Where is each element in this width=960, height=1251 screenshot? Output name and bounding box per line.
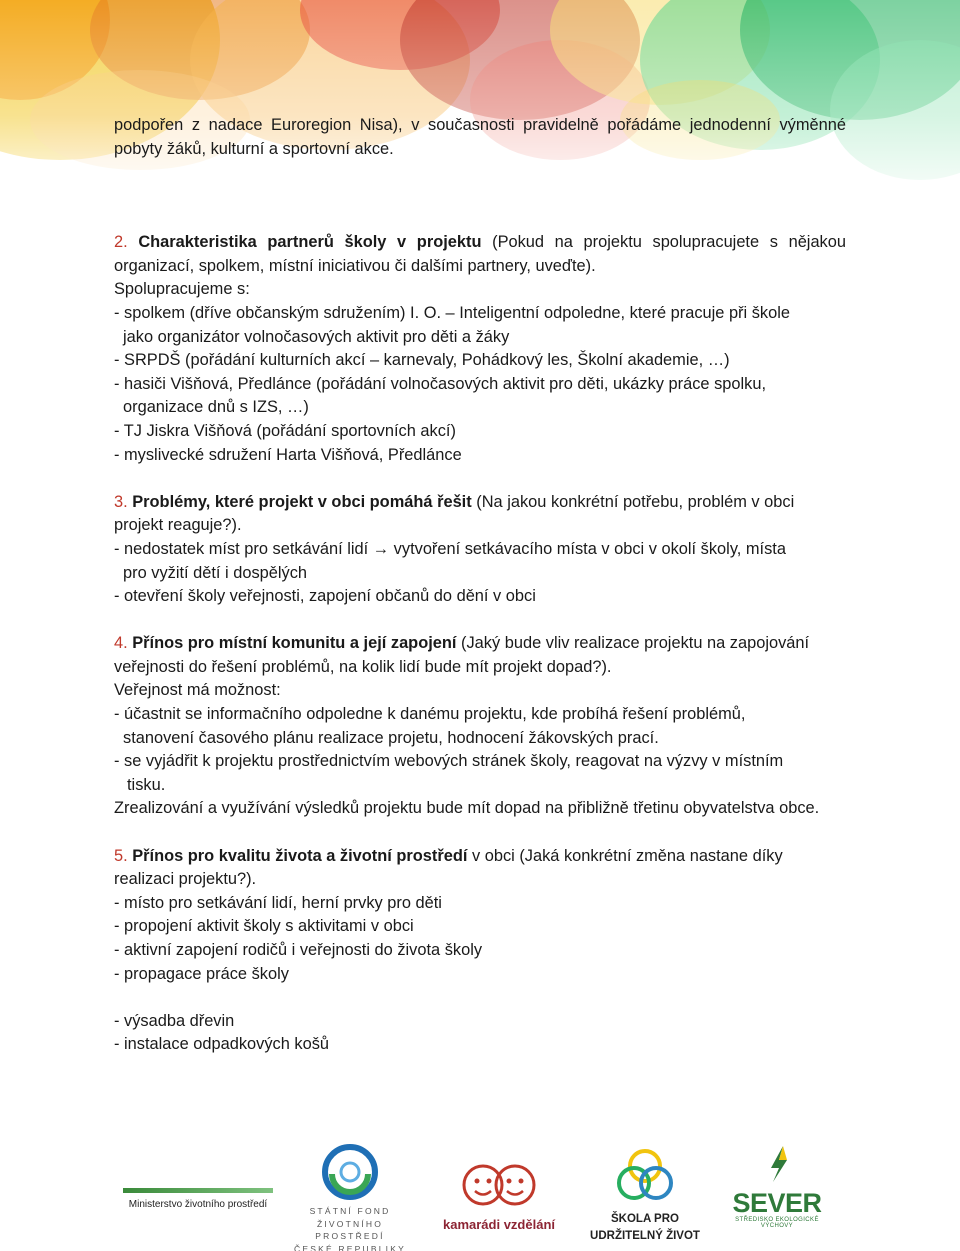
sever-leaf-icon [757, 1144, 797, 1184]
document-body [114, 114, 846, 1057]
section-5-heading [114, 845, 846, 892]
fund-logo-line: STÁTNÍ FOND [309, 1206, 391, 1216]
sever-logo [722, 1144, 832, 1229]
spacer [114, 161, 846, 231]
section-title: Přínos pro místní komunitu a její zapojení [132, 634, 457, 653]
section-4-heading [114, 632, 846, 679]
list-item: - nedostatek míst pro setkávání lidí → vytvoření setkávacího místa v obci v okolí školy, místa [114, 539, 786, 558]
section-number: 3. [114, 492, 128, 511]
ministry-logo-text: Ministerstvo životního prostředí [128, 1199, 268, 1210]
kamaradi-logo [424, 1162, 574, 1232]
list-item: - TJ Jiskra Višňová (pořádání sportovních akcí) [114, 421, 456, 440]
section-3-heading [114, 491, 846, 538]
list-item: - propagace práce školy [114, 964, 289, 983]
section-question: v obci (Jaká konkrétní změna nastane díky realizaci projektu?). [114, 846, 783, 889]
section-title: Přínos pro kvalitu života a životní prostředí [132, 846, 468, 865]
list-item: - aktivní zapojení rodičů i veřejnosti do života školy [114, 941, 483, 959]
kamaradi-logo-text: kamarádi vzdělání [443, 1217, 555, 1232]
fund-logo-line: ČESKÉ REPUBLIKY [294, 1243, 406, 1251]
list-item: - se vyjádřit k projektu prostřednictvím webových stránek školy, reagovat na výzvy v místním [114, 752, 784, 771]
list-item: - propojení aktivit školy s aktivitami v obci [114, 917, 414, 936]
section-question: (Jaký bude vliv realizace projektu na zapojování veřejnosti do řešení problémů, na kolik lidí bude mít projekt dopad?). [114, 634, 810, 676]
section-number: 5. [114, 846, 128, 865]
list-item: - otevření školy veřejnosti, zapojení občanů do dění v obci [114, 587, 536, 606]
ministry-logo [123, 1188, 273, 1210]
list-item: tisku. [127, 775, 166, 794]
list-item: - SRPDŠ (pořádání kulturních akcí – karnevaly, Pohádkový les, Školní akademie, …) [114, 351, 730, 370]
ministry-logo-bar [123, 1188, 273, 1193]
spacer [114, 609, 846, 633]
list-item: pro vyžití dětí i dospělých [123, 563, 308, 582]
sever-logo-word: SEVER [732, 1188, 822, 1218]
list-item: jako organizátor volnočasových aktivit pro děti a žáky [123, 327, 510, 346]
fund-emblem-icon [322, 1144, 378, 1200]
school-logo-line: ŠKOLA PRO [611, 1213, 679, 1225]
fund-logo-line: ŽIVOTNÍHO PROSTŘEDÍ [315, 1218, 385, 1241]
spacer [114, 821, 846, 845]
list-item: - účastnit se informačního odpoledne k danému projektu, kde probíhá řešení problémů, [114, 705, 746, 724]
intro-paragraph: podpořen z nadace Euroregion Nisa), v současnosti pravidelně pořádáme jednodenní výměnné pobyty žáků, kulturní a sportovní akce. [114, 116, 846, 158]
section-2-heading [114, 231, 846, 278]
school-rings-icon [614, 1146, 676, 1204]
section-question: (Na jakou konkrétní potřebu, problém v obci projekt reaguje?). [114, 492, 795, 535]
section-4-lead: Veřejnost má možnost: [114, 681, 281, 700]
sever-logo-subtitle: STŘEDISKO EKOLOGICKÉ VÝCHOVY [735, 1217, 819, 1229]
section-4-closing: Zrealizování a využívání výsledků projektu bude mít dopad na přibližně třetinu obyvatelstva obce. [114, 799, 820, 818]
list-item: - výsadba dřevin [114, 1011, 235, 1030]
section-title: Charakteristika partnerů školy v projektu [138, 233, 482, 252]
footer-logos [0, 1138, 960, 1251]
list-item: - myslivecké sdružení Harta Višňová, Předlánce [114, 445, 462, 464]
list-item: - spolkem (dříve občanským sdružením) I. O. – Inteligentní odpoledne, které pracuje při škole [114, 303, 790, 322]
school-logo-line: UDRŽITELNÝ ŽIVOT [590, 1230, 700, 1242]
kamaradi-faces-icon [457, 1162, 541, 1208]
fund-logo [288, 1144, 412, 1251]
section-number: 2. [114, 233, 128, 252]
spacer [114, 467, 846, 491]
section-number: 4. [114, 634, 128, 653]
list-item: - hasiči Višňová, Předlánce (pořádání volnočasových aktivit pro děti, ukázky práce spolku, [114, 374, 767, 393]
list-item: - instalace odpadkových košů [114, 1035, 330, 1054]
section-title: Problémy, které projekt v obci pomáhá řešit [132, 492, 472, 511]
list-item: - místo pro setkávání lidí, herní prvky pro děti [114, 893, 442, 912]
list-item: organizace dnů s IZS, …) [123, 398, 309, 417]
spacer [114, 986, 846, 1010]
school-logo [588, 1146, 702, 1243]
list-item: stanovení časového plánu realizace projetu, hodnocení žákovských prací. [123, 728, 659, 747]
section-question: (Pokud na projektu spolupracujete s nějakou organizací, spolkem, místní iniciativou či dalšími partnery, uveďte). [114, 233, 846, 275]
section-2-lead: Spolupracujeme s: [114, 280, 250, 299]
